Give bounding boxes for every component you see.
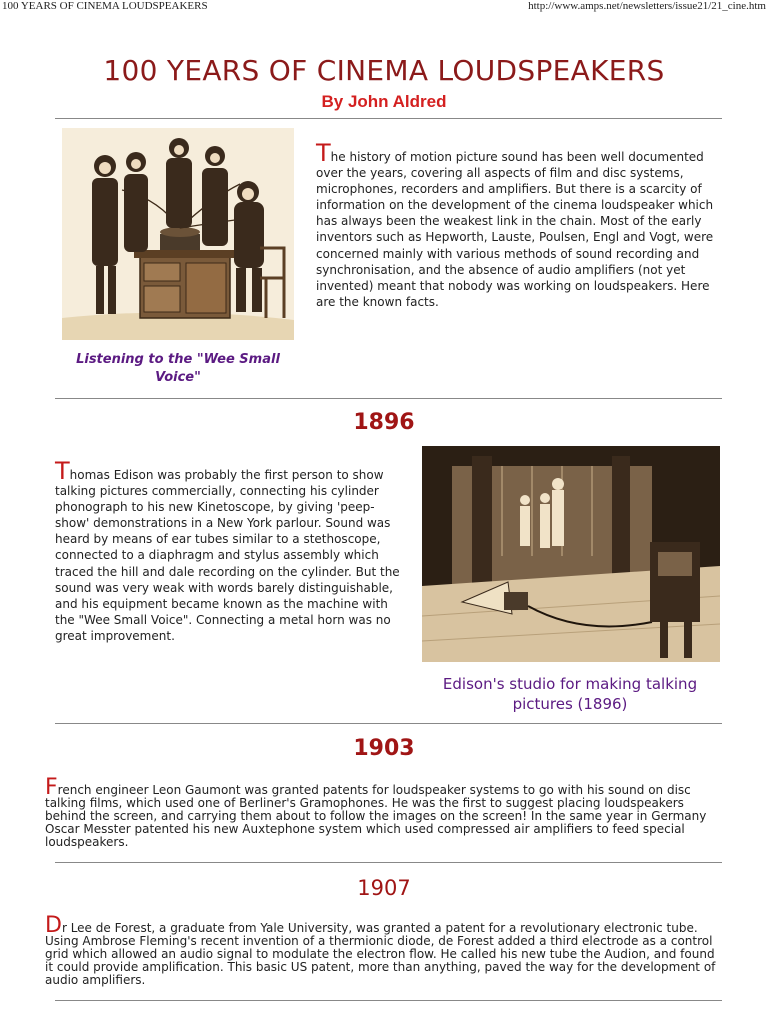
section-text: rench engineer Leon Gaumont was granted patents for loudspeaker systems to go with his sound on disc talking films, which used one of Berliner's Gramophones. He was the first to suggest placing loudspeakers behind the screen, and carrying them about to follow the images on the screen! In the same year in Germany Oscar Messter patented his new Auxtephone system which used compressed air amplifiers to feed special loudspeakers.: [45, 783, 707, 849]
drop-cap: T: [316, 139, 331, 167]
edison-studio-image: [422, 446, 720, 662]
section-text: r Lee de Forest, a graduate from Yale University, was granted a patent for a revolutionary electronic tube. Using Ambrose Fleming's recent invention of a thermionic diode, de Forest added a third electrode as a control grid which allowed an audio signal to modulate the electron flow. He called his new tube the Audion, and found it could provide amplification. This basic US patent, more than anything, paved the way for the development of audio amplifiers.: [45, 921, 716, 987]
intro-text: he history of motion picture sound has been well documented over the years, covering all aspects of film and disc systems, microphones, recorders and amplifiers. But there is a scarcity of information on the development of the cinema loudspeaker which has always been the weakest link in the chain. Most of the early inventors such as Hepworth, Lauste, Poulsen, Engl and Vogt, were concerned mainly with various methods of sound recording and synchronisation, and the absence of audio amplifiers (not yet invented) meant that nobody was working on loudspeakers. Here are the known facts.: [316, 150, 714, 309]
section-paragraph-1903: [45, 775, 725, 849]
article-byline: By John Aldred: [321, 92, 447, 111]
intro-paragraph: [316, 139, 716, 310]
section-year: 1907: [357, 876, 411, 900]
divider: [55, 723, 722, 724]
divider: [55, 398, 722, 399]
intro-image-caption: Listening to the "Wee Small Voice": [76, 352, 280, 385]
divider: [55, 1000, 722, 1001]
drop-cap: T: [55, 457, 70, 485]
header-url: http://www.amps.net/newsletters/issue21/21_cine.htm: [528, 0, 766, 12]
divider: [55, 118, 722, 119]
section-year: 1896: [353, 410, 415, 435]
article-title: 100 YEARS OF CINEMA LOUDSPEAKERS: [103, 54, 665, 87]
drop-cap: F: [45, 775, 58, 800]
section-paragraph-1896: [55, 457, 405, 644]
page-header: [0, 0, 768, 14]
header-title: 100 YEARS OF CINEMA LOUDSPEAKERS: [2, 0, 208, 12]
section-paragraph-1907: [45, 913, 725, 987]
edison-image-caption: Edison's studio for making talking pictures (1896): [442, 675, 698, 713]
listening-engraving-image: [62, 128, 294, 340]
drop-cap: D: [45, 913, 62, 938]
section-year: 1903: [353, 736, 415, 761]
section-text: homas Edison was probably the first person to show talking pictures commercially, connecting his cylinder phonograph to his new Kinetoscope, by giving 'peep-show' demonstrations in a New York parlour. Sound was heard by means of ear tubes similar to a stethoscope, connected to a diaphragm and stylus assembly which traced the hill and dale recording on the cylinder. But the sound was very weak with words barely distinguishable, and his equipment became known as the machine with the "Wee Small Voice". Connecting a metal horn was no great improvement.: [55, 468, 400, 643]
divider: [55, 862, 722, 863]
